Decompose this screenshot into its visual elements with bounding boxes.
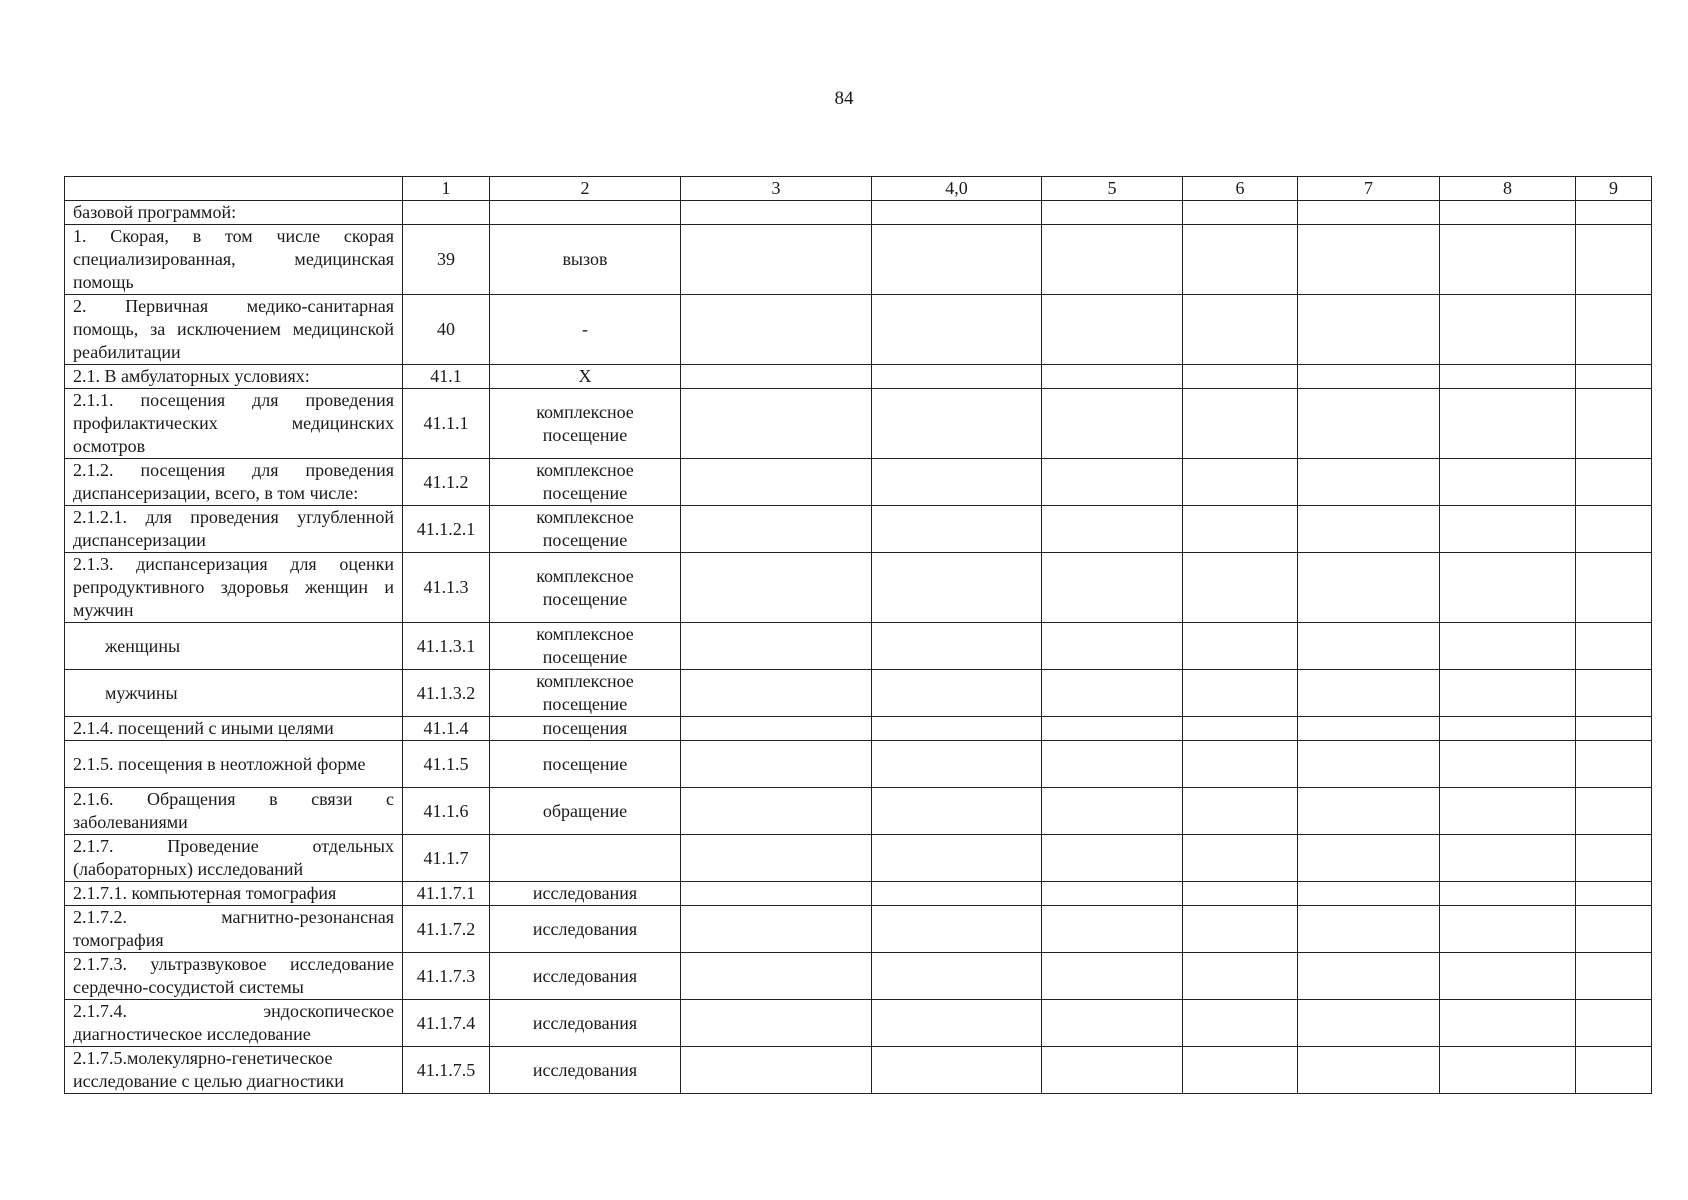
empty-value-cell [1576,1047,1652,1094]
empty-value-cell [681,295,872,365]
empty-value-cell [1440,459,1576,506]
empty-value-cell [1440,670,1576,717]
empty-value-cell [872,788,1042,835]
table-row [65,835,1652,882]
table-row [65,623,1652,670]
empty-value-cell [1576,788,1652,835]
row-code-cell: 41.1.3 [403,553,490,623]
empty-value-cell [1440,225,1576,295]
empty-value-cell [1042,717,1183,741]
table-row [65,882,1652,906]
row-unit-cell: X [490,365,681,389]
empty-value-cell [681,459,872,506]
empty-value-cell [1298,1000,1440,1047]
empty-value-cell [681,553,872,623]
empty-value-cell [1576,835,1652,882]
row-name-cell: 2.1. В амбулаторных условиях: [65,365,403,389]
empty-value-cell [1042,295,1183,365]
empty-value-cell [1298,295,1440,365]
table-row [65,553,1652,623]
empty-value-cell [1042,906,1183,953]
empty-value-cell [1298,717,1440,741]
empty-value-cell [1298,389,1440,459]
row-unit-cell: посещение [490,741,681,788]
empty-value-cell [1440,506,1576,553]
row-unit-cell: посещения [490,717,681,741]
empty-value-cell [681,717,872,741]
row-code-cell: 41.1.7.2 [403,906,490,953]
row-name-cell: 2.1.7.1. компьютерная томография [65,882,403,906]
empty-value-cell [1183,1000,1298,1047]
empty-value-cell [1298,741,1440,788]
empty-value-cell [1183,295,1298,365]
empty-value-cell [1576,1000,1652,1047]
empty-value-cell [1042,835,1183,882]
empty-value-cell [1042,1000,1183,1047]
empty-value-cell [1298,225,1440,295]
empty-value-cell [1576,741,1652,788]
row-code-cell: 41.1.7.1 [403,882,490,906]
table-row [65,717,1652,741]
empty-value-cell [872,459,1042,506]
empty-value-cell [1183,459,1298,506]
row-unit-cell: комплексное посещение [490,389,681,459]
empty-value-cell [872,295,1042,365]
empty-value-cell [1042,953,1183,1000]
row-code-cell: 41.1.6 [403,788,490,835]
row-unit-cell: исследования [490,953,681,1000]
row-name-cell: 2.1.7.2. магнитно-резонансная томография [65,906,403,953]
empty-value-cell [872,835,1042,882]
empty-value-cell [872,1047,1042,1094]
row-unit-cell: комплексное посещение [490,459,681,506]
row-code-cell: 41.1.2.1 [403,506,490,553]
empty-value-cell [1042,670,1183,717]
empty-value-cell [1440,389,1576,459]
empty-value-cell [1298,553,1440,623]
row-unit-cell: исследования [490,1047,681,1094]
empty-value-cell [681,906,872,953]
row-unit-cell: исследования [490,906,681,953]
empty-value-cell [1440,906,1576,953]
empty-value-cell [1042,389,1183,459]
empty-value-cell [1576,553,1652,623]
empty-value-cell [872,953,1042,1000]
table-row [65,788,1652,835]
row-unit-cell: исследования [490,882,681,906]
row-name-cell: 2.1.7. Проведение отдельных (лабораторных) исследований [65,835,403,882]
header-cell: 8 [1440,177,1576,201]
row-unit-cell: исследования [490,1000,681,1047]
row-name-cell: 2.1.7.3. ультразвуковое исследование сердечно-сосудистой системы [65,953,403,1000]
empty-value-cell [872,225,1042,295]
empty-value-cell [1183,906,1298,953]
empty-value-cell [1576,389,1652,459]
empty-value-cell [1440,1000,1576,1047]
empty-value-cell [1183,201,1298,225]
header-cell: 4,0 [872,177,1042,201]
empty-value-cell [681,953,872,1000]
row-code-cell: 39 [403,225,490,295]
row-name-cell: мужчины [65,670,403,717]
empty-value-cell [1042,741,1183,788]
empty-value-cell [1183,1047,1298,1094]
table-row [65,1000,1652,1047]
empty-value-cell [1440,788,1576,835]
empty-value-cell [1042,201,1183,225]
empty-value-cell [681,835,872,882]
row-code-cell: 41.1.3.1 [403,623,490,670]
empty-value-cell [1298,882,1440,906]
empty-value-cell [1183,882,1298,906]
empty-value-cell [1576,295,1652,365]
empty-value-cell [1042,788,1183,835]
empty-value-cell [1440,882,1576,906]
empty-value-cell [1440,553,1576,623]
row-name-cell: базовой программой: [65,201,403,225]
empty-value-cell [872,365,1042,389]
empty-value-cell [1183,506,1298,553]
empty-value-cell [1298,459,1440,506]
header-cell: 6 [1183,177,1298,201]
empty-value-cell [1183,717,1298,741]
row-name-cell: 1. Скорая, в том числе скорая специализированная, медицинская помощь [65,225,403,295]
empty-value-cell [681,741,872,788]
row-name-cell: 2.1.7.5.молекулярно-генетическое исследование с целью диагностики [65,1047,403,1094]
empty-value-cell [1576,623,1652,670]
row-name-cell: 2.1.5. посещения в неотложной форме [65,741,403,788]
empty-value-cell [1576,225,1652,295]
empty-value-cell [1576,670,1652,717]
header-cell: 9 [1576,177,1652,201]
row-unit-cell: вызов [490,225,681,295]
row-name-cell: 2.1.3. диспансеризация для оценки репродуктивного здоровья женщин и мужчин [65,553,403,623]
row-name-cell: женщины [65,623,403,670]
empty-value-cell [1576,717,1652,741]
empty-value-cell [1576,459,1652,506]
empty-value-cell [1042,225,1183,295]
empty-value-cell [1576,506,1652,553]
empty-value-cell [1576,201,1652,225]
empty-value-cell [1440,741,1576,788]
empty-value-cell [681,201,872,225]
empty-value-cell [1298,1047,1440,1094]
empty-value-cell [1576,365,1652,389]
empty-value-cell [681,1047,872,1094]
row-name-cell: 2.1.4. посещений с иными целями [65,717,403,741]
empty-value-cell [872,906,1042,953]
empty-value-cell [1298,365,1440,389]
empty-value-cell [872,389,1042,459]
empty-value-cell [1298,835,1440,882]
empty-value-cell [1042,506,1183,553]
empty-value-cell [1298,788,1440,835]
table-header-row [65,177,1652,201]
empty-value-cell [1183,741,1298,788]
empty-value-cell [1183,788,1298,835]
empty-value-cell [681,1000,872,1047]
row-unit-cell: комплексное посещение [490,506,681,553]
empty-value-cell [1042,459,1183,506]
header-cell: 3 [681,177,872,201]
row-code-cell: 41.1.2 [403,459,490,506]
empty-value-cell [1298,953,1440,1000]
row-name-cell: 2.1.6. Обращения в связи с заболеваниями [65,788,403,835]
empty-value-cell [1440,623,1576,670]
empty-value-cell [1183,623,1298,670]
empty-value-cell [1440,201,1576,225]
row-unit-cell [490,201,681,225]
row-unit-cell [490,835,681,882]
row-code-cell: 41.1 [403,365,490,389]
table-row [65,953,1652,1000]
empty-value-cell [681,225,872,295]
empty-value-cell [1576,906,1652,953]
header-cell: 1 [403,177,490,201]
empty-value-cell [872,717,1042,741]
empty-value-cell [1298,506,1440,553]
row-code-cell: 41.1.7.4 [403,1000,490,1047]
empty-value-cell [1183,670,1298,717]
empty-value-cell [872,201,1042,225]
row-code-cell: 40 [403,295,490,365]
empty-value-cell [872,506,1042,553]
table-row [65,365,1652,389]
data-table [64,176,1652,1094]
row-unit-cell: комплексное посещение [490,623,681,670]
empty-value-cell [872,1000,1042,1047]
empty-value-cell [681,389,872,459]
row-code-cell: 41.1.7.5 [403,1047,490,1094]
empty-value-cell [1440,835,1576,882]
table-row [65,295,1652,365]
row-code-cell [403,201,490,225]
empty-value-cell [681,506,872,553]
empty-value-cell [1042,623,1183,670]
empty-value-cell [681,623,872,670]
row-code-cell: 41.1.7.3 [403,953,490,1000]
row-unit-cell: обращение [490,788,681,835]
row-unit-cell: комплексное посещение [490,553,681,623]
empty-value-cell [1298,623,1440,670]
empty-value-cell [1576,882,1652,906]
row-name-cell: 2. Первичная медико-санитарная помощь, за исключением медицинской реабилитации [65,295,403,365]
header-cell [65,177,403,201]
empty-value-cell [681,670,872,717]
row-unit-cell: - [490,295,681,365]
empty-value-cell [1042,882,1183,906]
empty-value-cell [1183,953,1298,1000]
empty-value-cell [1440,295,1576,365]
row-code-cell: 41.1.7 [403,835,490,882]
empty-value-cell [872,670,1042,717]
table-row [65,670,1652,717]
empty-value-cell [1298,201,1440,225]
empty-value-cell [681,882,872,906]
empty-value-cell [1440,365,1576,389]
empty-value-cell [1183,365,1298,389]
empty-value-cell [1440,1047,1576,1094]
empty-value-cell [872,741,1042,788]
row-name-cell: 2.1.1. посещения для проведения профилактических медицинских осмотров [65,389,403,459]
empty-value-cell [1183,835,1298,882]
empty-value-cell [1298,906,1440,953]
row-code-cell: 41.1.5 [403,741,490,788]
empty-value-cell [1183,389,1298,459]
row-code-cell: 41.1.3.2 [403,670,490,717]
row-name-cell: 2.1.2.1. для проведения углубленной диспансеризации [65,506,403,553]
row-code-cell: 41.1.1 [403,389,490,459]
empty-value-cell [1042,553,1183,623]
table-row [65,506,1652,553]
empty-value-cell [681,365,872,389]
empty-value-cell [681,788,872,835]
row-name-cell: 2.1.2. посещения для проведения диспансеризации, всего, в том числе: [65,459,403,506]
table-row [65,225,1652,295]
empty-value-cell [1298,670,1440,717]
empty-value-cell [1183,225,1298,295]
table-row [65,1047,1652,1094]
table-row [65,906,1652,953]
row-unit-cell: комплексное посещение [490,670,681,717]
empty-value-cell [1440,717,1576,741]
empty-value-cell [872,553,1042,623]
table-row [65,389,1652,459]
empty-value-cell [872,623,1042,670]
table-row [65,201,1652,225]
table-row [65,741,1652,788]
page-number: 84 [834,88,854,109]
empty-value-cell [1440,953,1576,1000]
empty-value-cell [1183,553,1298,623]
row-code-cell: 41.1.4 [403,717,490,741]
empty-value-cell [872,882,1042,906]
empty-value-cell [1042,1047,1183,1094]
header-cell: 5 [1042,177,1183,201]
empty-value-cell [1576,953,1652,1000]
header-cell: 7 [1298,177,1440,201]
empty-value-cell [1042,365,1183,389]
row-name-cell: 2.1.7.4. эндоскопическое диагностическое исследование [65,1000,403,1047]
table-row [65,459,1652,506]
header-cell: 2 [490,177,681,201]
